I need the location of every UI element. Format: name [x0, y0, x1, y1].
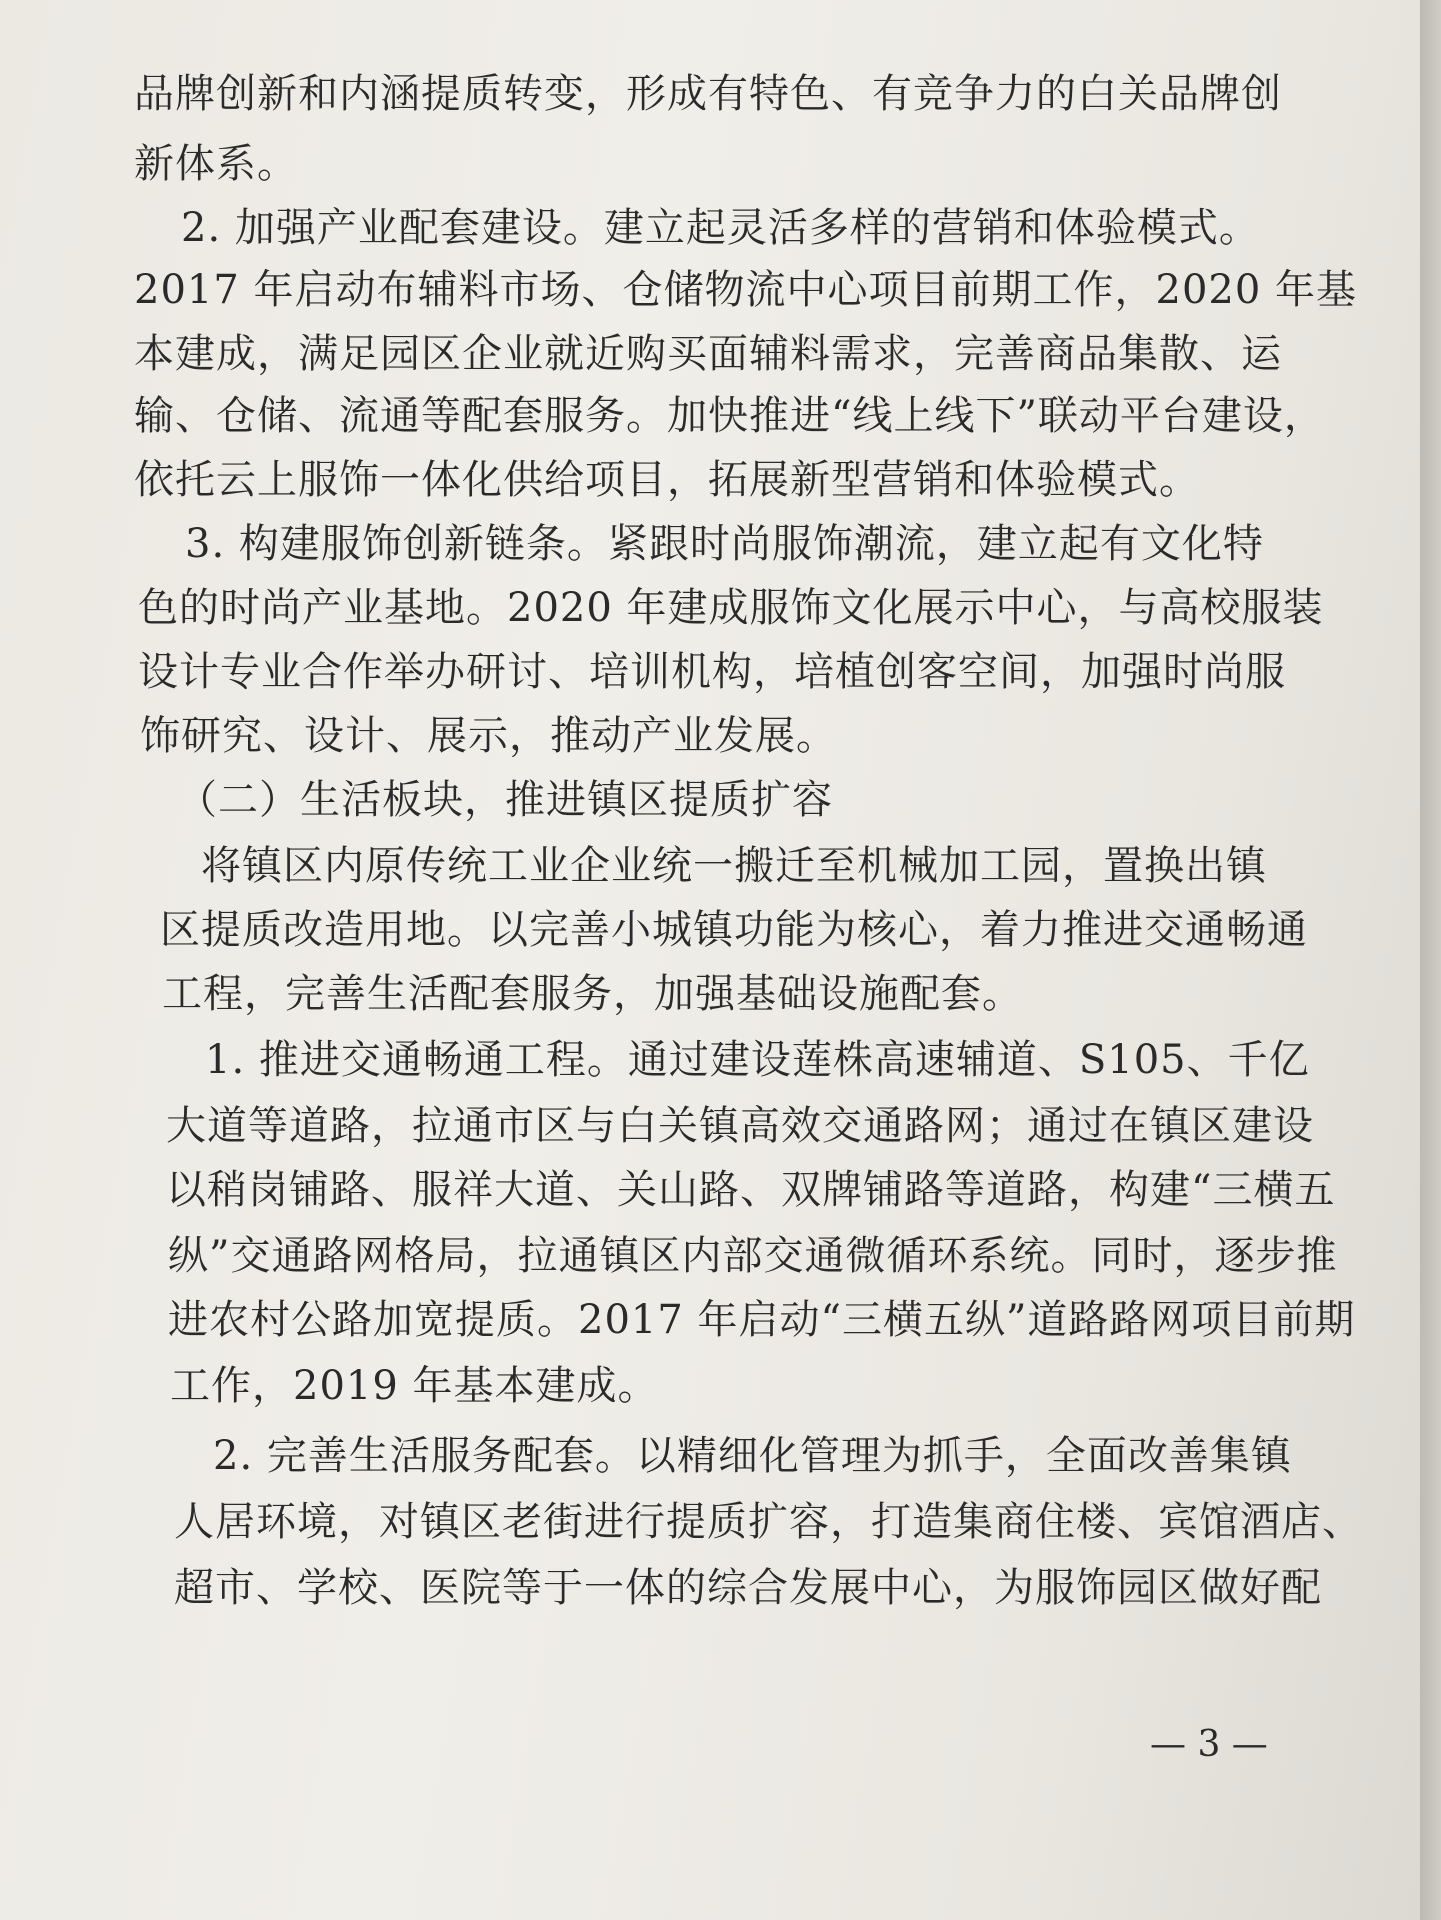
- text-line: 1. 推进交通畅通工程。通过建设莲株高速辅道、S105、千亿: [164, 1037, 1310, 1083]
- text-line: 工程，完善生活配套服务，加强基础设施配套。: [162, 971, 1023, 1017]
- text-line: 品牌创新和内涵提质转变，形成有特色、有竞争力的白关品牌创: [134, 71, 1282, 117]
- section-heading: （二）生活板块，推进镇区提质扩容: [156, 777, 833, 823]
- text-line: 3. 构建服饰创新链条。紧跟时尚服饰潮流，建立起有文化特: [144, 521, 1264, 567]
- text-line: 色的时尚产业基地。2020 年建成服饰文化展示中心，与高校服装: [138, 585, 1324, 631]
- text-line: 本建成，满足园区企业就近购买面辅料需求，完善商品集散、运: [134, 331, 1282, 377]
- text-line: 以稍岗铺路、服祥大道、关山路、双牌铺路等道路，构建“三横五: [166, 1167, 1336, 1213]
- text-line: 输、仓储、流通等配套服务。加快推进“线上线下”联动平台建设，: [134, 393, 1325, 439]
- text-line: 大道等道路，拉通市区与白关镇高效交通路网；通过在镇区建设: [166, 1103, 1314, 1149]
- text-line: 设计专业合作举办研讨、培训机构，培植创客空间，加强时尚服: [138, 649, 1286, 695]
- text-line: 将镇区内原传统工业企业统一搬迁至机械加工园，置换出镇: [160, 843, 1267, 889]
- text-line: 饰研究、设计、展示，推动产业发展。: [140, 713, 837, 759]
- text-line: 纵”交通路网格局，拉通镇区内部交通微循环系统。同时，逐步推: [168, 1233, 1338, 1279]
- page-edge-shadow: [1420, 0, 1441, 1920]
- text-line: 人居环境，对镇区老街进行提质扩容，打造集商住楼、宾馆酒店、: [174, 1499, 1363, 1545]
- text-line: 2017 年启动布辅料市场、仓储物流中心项目前期工作，2020 年基: [134, 267, 1358, 313]
- text-line: 工作，2019 年基本建成。: [170, 1363, 659, 1409]
- text-line: 新体系。: [134, 141, 298, 187]
- text-line: 依托云上服饰一体化供给项目，拓展新型营销和体验模式。: [134, 457, 1200, 503]
- text-line: 超市、学校、医院等于一体的综合发展中心，为服饰园区做好配: [174, 1565, 1322, 1611]
- text-line: 2. 完善生活服务配套。以精细化管理为抓手，全面改善集镇: [172, 1433, 1292, 1479]
- page-number: — 3 —: [1150, 1724, 1268, 1765]
- text-line: 进农村公路加宽提质。2017 年启动“三横五纵”道路路网项目前期: [168, 1297, 1356, 1343]
- text-line: 2. 加强产业配套建设。建立起灵活多样的营销和体验模式。: [140, 205, 1260, 251]
- text-line: 区提质改造用地。以完善小城镇功能为核心，着力推进交通畅通: [160, 907, 1308, 953]
